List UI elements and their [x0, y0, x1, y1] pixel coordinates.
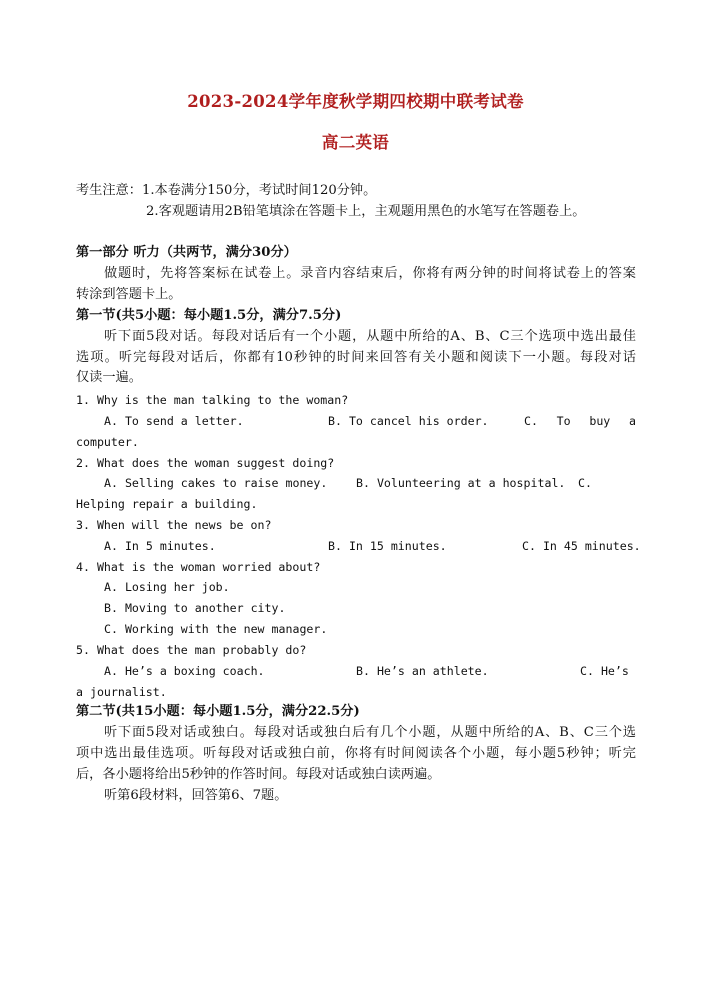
question-5-option-c-continued: a journalist. — [76, 685, 167, 699]
section1-heading: 第一节(共5小题：每小题1.5分，满分7.5分) — [76, 308, 342, 323]
subject-title: 高二英语 — [321, 133, 390, 152]
question-5-option-c: C. He’s — [580, 664, 629, 678]
question-2-stem: 2. What does the woman suggest doing? — [76, 456, 335, 470]
question-2-option-a: A. Selling cakes to raise money. — [104, 476, 328, 490]
question-1-option-b: B. To cancel his order. — [328, 414, 489, 428]
question-1-stem: 1. Why is the man talking to the woman? — [76, 393, 349, 407]
question-5-stem: 5. What does the man probably do? — [76, 643, 307, 657]
part1-heading: 第一部分 听力（共两节，满分30分） — [76, 245, 297, 260]
notice-item-1: 1.本卷满分150分，考试时间120分钟。 — [141, 183, 377, 198]
section1-instruction-line-2: 选项。听完每段对话后，你都有10秒钟的时间来回答有关小题和阅读下一小题。每段对话 — [76, 350, 636, 365]
question-4-option-c: C. Working with the new manager. — [104, 622, 328, 636]
section1-instruction-line-3: 仅读一遍。 — [76, 370, 142, 385]
question-1-option-c — [524, 411, 636, 431]
question-1-option-c-continued: computer. — [76, 435, 139, 449]
section1-instruction-line-1: 听下面5段对话。每段对话后有一个小题，从题中所给的A、B、C三个选项中选出最佳 — [104, 329, 636, 344]
question-3-stem: 3. When will the news be on? — [76, 518, 272, 532]
question-5-option-b: B. He’s an athlete. — [356, 664, 489, 678]
question-1-option-a: A. To send a letter. — [104, 414, 244, 428]
part1-instruction-line-2: 转涂到答题卡上。 — [76, 287, 182, 302]
section2-heading: 第二节(共15小题：每小题1.5分，满分22.5分) — [76, 704, 360, 719]
question-4-stem: 4. What is the woman worried about? — [76, 560, 321, 574]
notice-label: 考生注意： — [76, 183, 142, 198]
question-1-option-c-word: To — [556, 414, 571, 428]
question-1-option-c-word: a — [629, 414, 636, 428]
question-2-option-c: C. — [578, 476, 592, 490]
exam-title: 2023-2024学年度秋学期四校期中联考试卷 — [187, 92, 524, 111]
question-2-option-c-continued: Helping repair a building. — [76, 497, 258, 511]
question-3-option-b: B. In 15 minutes. — [328, 539, 447, 553]
part1-instruction-line-1: 做题时，先将答案标在试卷上。录音内容结束后，你将有两分钟的时间将试卷上的答案 — [104, 266, 636, 281]
question-5-option-a: A. He’s a boxing coach. — [104, 664, 265, 678]
section2-material-note: 听第6段材料，回答第6、7题。 — [104, 788, 288, 803]
question-4-option-b: B. Moving to another city. — [104, 601, 286, 615]
question-3-option-a: A. In 5 minutes. — [104, 539, 216, 553]
notice-item-2: 2.客观题请用2B铅笔填涂在答题卡上，主观题用黑色的水笔写在答题卷上。 — [146, 204, 586, 219]
question-1-option-c-word: C. — [524, 414, 538, 428]
notice-line-1 — [76, 181, 636, 201]
section2-instruction-line-1: 听下面5段对话或独白。每段对话或独白后有几个小题，从题中所给的A、B、C三个选 — [104, 725, 636, 740]
question-2-option-b: B. Volunteering at a hospital. — [356, 476, 566, 490]
question-3-option-c: C. In 45 minutes. — [522, 539, 641, 553]
question-1-option-c-word: buy — [589, 414, 611, 428]
question-4-option-a: A. Losing her job. — [104, 580, 230, 594]
section2-instruction-line-3: 后，各小题将给出5秒钟的作答时间。每段对话或独白读两遍。 — [76, 767, 441, 782]
section2-instruction-line-2: 项中选出最佳选项。听每段对话或独白前，你将有时间阅读各个小题，每小题5秒钟；听完 — [76, 746, 636, 761]
